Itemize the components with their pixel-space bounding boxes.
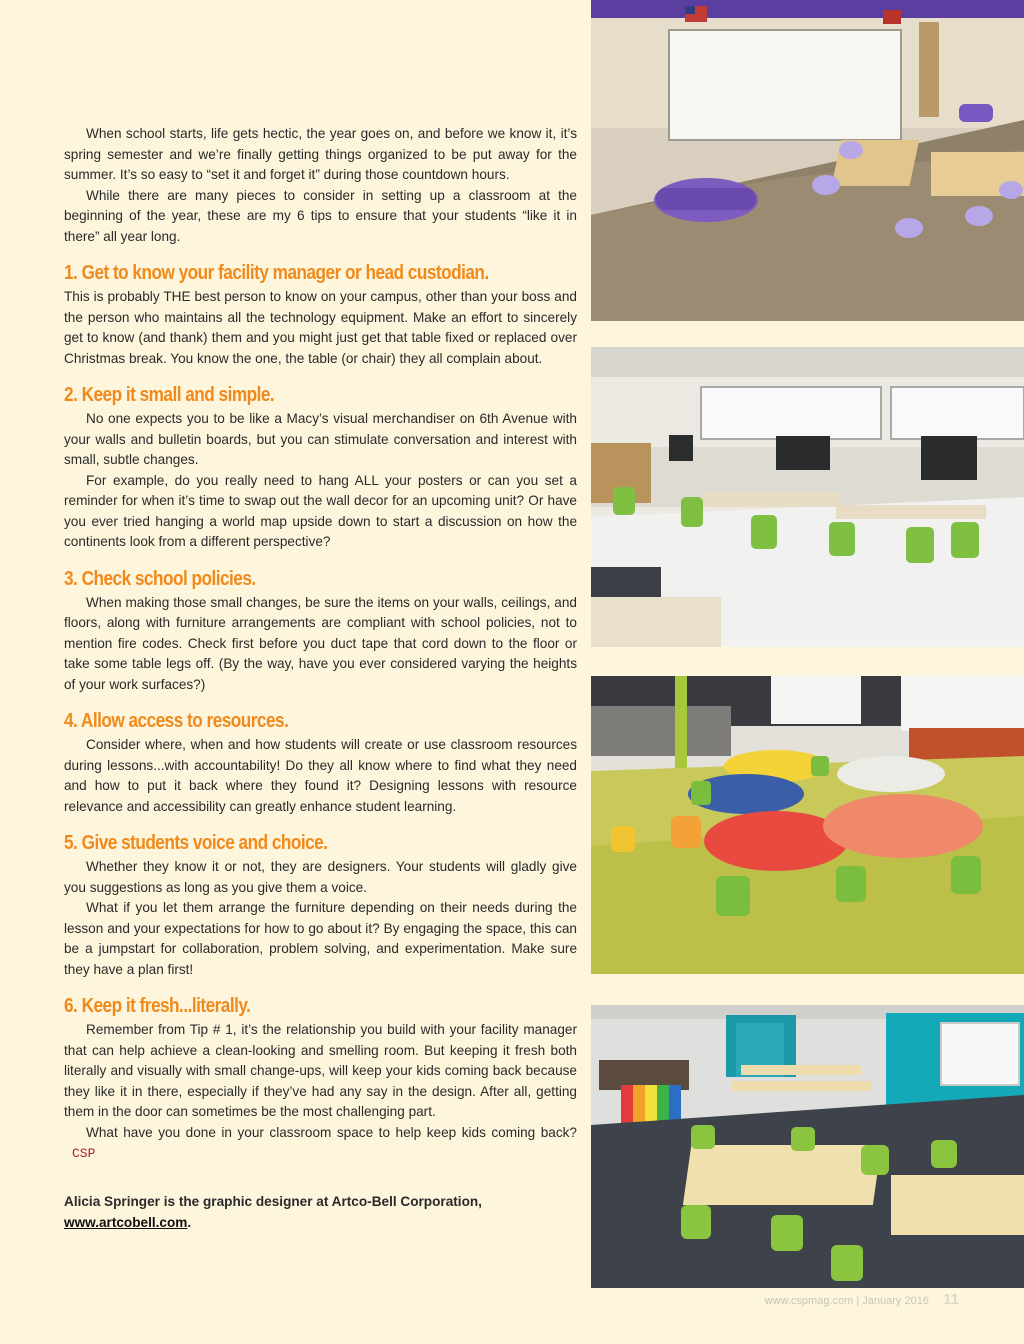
classroom-photo-colorful-tables-image [591,676,1024,974]
tip-2-paragraph-2: For example, do you really need to hang ALL your posters or can you set a reminder for when it’s time to swap out the wall decor for an upcoming unit? Or have you ever tried hanging a world map upside down to start a discussion on how the continents look from a different perspective? [64,472,577,549]
classroom-photo-green-chairs [591,347,1024,647]
classroom-photo-teal-room [591,1005,1024,1288]
page-footer [765,1295,960,1307]
intro-paragraph-2: While there are many pieces to consider in setting up a classroom at the beginning of the year, these are my 6 tips to ensure that your students “like it in there” all year long. [64,187,577,244]
artcobell-link[interactable]: www.artcobell.com [64,1214,188,1230]
classroom-photo-colorful-tables [591,676,1024,974]
closing-paragraph [64,1123,577,1165]
tip-1-heading: 1. Get to know your facility manager or head custodian. [64,262,489,284]
bio-text: Alicia Springer is the graphic designer at Artco-Bell Corporation, [64,1193,482,1209]
tip-5-paragraph-2: What if you let them arrange the furniture depending on their needs during the lesson and your expectations for how to go about it? By engaging the space, this can be a jumpstart for collaboration, problem solving, and experimentation. Make sure they have a plan first! [64,900,577,977]
closing-text: What have you done in your classroom space to help keep kids coming back? [86,1124,577,1140]
csp-signoff: CSP [72,1146,96,1161]
classroom-photo-green-chairs-image [591,347,1024,647]
classroom-photo-purple-ottomans [591,0,1024,321]
footer-issue: January 2016 [862,1295,929,1307]
tip-1-paragraph: This is probably THE best person to know on your campus, other than your boss and the person who maintains all the technology equipment. Make an effort to sincerely get to know (and thank) them and you might just get that table fixed or replaced over Christmas break. You know the one, the table (or chair) they all complain about. [64,289,577,366]
page-number: 11 [943,1291,959,1308]
tip-5-heading: 5. Give students voice and choice. [64,832,328,854]
bio-period: . [187,1214,192,1230]
tip-3-paragraph: When making those small changes, be sure the items on your walls, ceilings, and floors, along with furniture arrangements are compliant with school policies, not to mention fire codes. Check first before you duct tape that cord down to the floor or take some table legs off. (By the way, have you ever considered varying the heights of your work surfaces?) [64,594,577,692]
tip-4-heading: 4. Allow access to resources. [64,710,289,732]
tip-6-paragraph: Remember from Tip # 1, it’s the relationship you build with your facility manager that can help achieve a clean-looking and smelling room. But keeping it fresh both literally and visually with small change-ups, will keep your kids coming back because they like it in there, especially if they’ve had any say in the design. After all, getting them in the door can sometimes be the most challenging part. [64,1022,577,1119]
tip-5-paragraph-1: Whether they know it or not, they are designers. Your students will gladly give you suggestions as long as you give them a voice. [64,859,577,895]
tip-2-heading: 2. Keep it small and simple. [64,384,275,406]
tip-4-paragraph: Consider where, when and how students will create or use classroom resources during lessons...with accountability! Do they all know where to find what they need and how to put it back where they found it? Designing lessons with resource relevance and accessibility can greatly enhance student learning. [64,737,577,814]
footer-separator: | [856,1295,860,1307]
tip-3-heading: 3. Check school policies. [64,567,256,590]
tip-6-heading: 6. Keep it fresh...literally. [64,995,251,1017]
classroom-photo-purple-ottomans-image [591,0,1024,321]
author-bio [64,1191,577,1233]
article-column [64,124,577,1233]
tip-2-paragraph-1: No one expects you to be like a Macy’s visual merchandiser on 6th Avenue with your walls and bulletin boards, but you can stimulate conversation and interest with small, subtle changes. [64,411,577,467]
classroom-photo-teal-room-image [591,1005,1024,1288]
intro-paragraph-1: When school starts, life gets hectic, the year goes on, and before we know it, it’s spring semester and we’re finally getting things organized to be put away for the summer. It’s so easy to “set it and forget it” during those countdown hours. [64,126,577,182]
footer-site: www.cspmag.com [764,1295,854,1307]
